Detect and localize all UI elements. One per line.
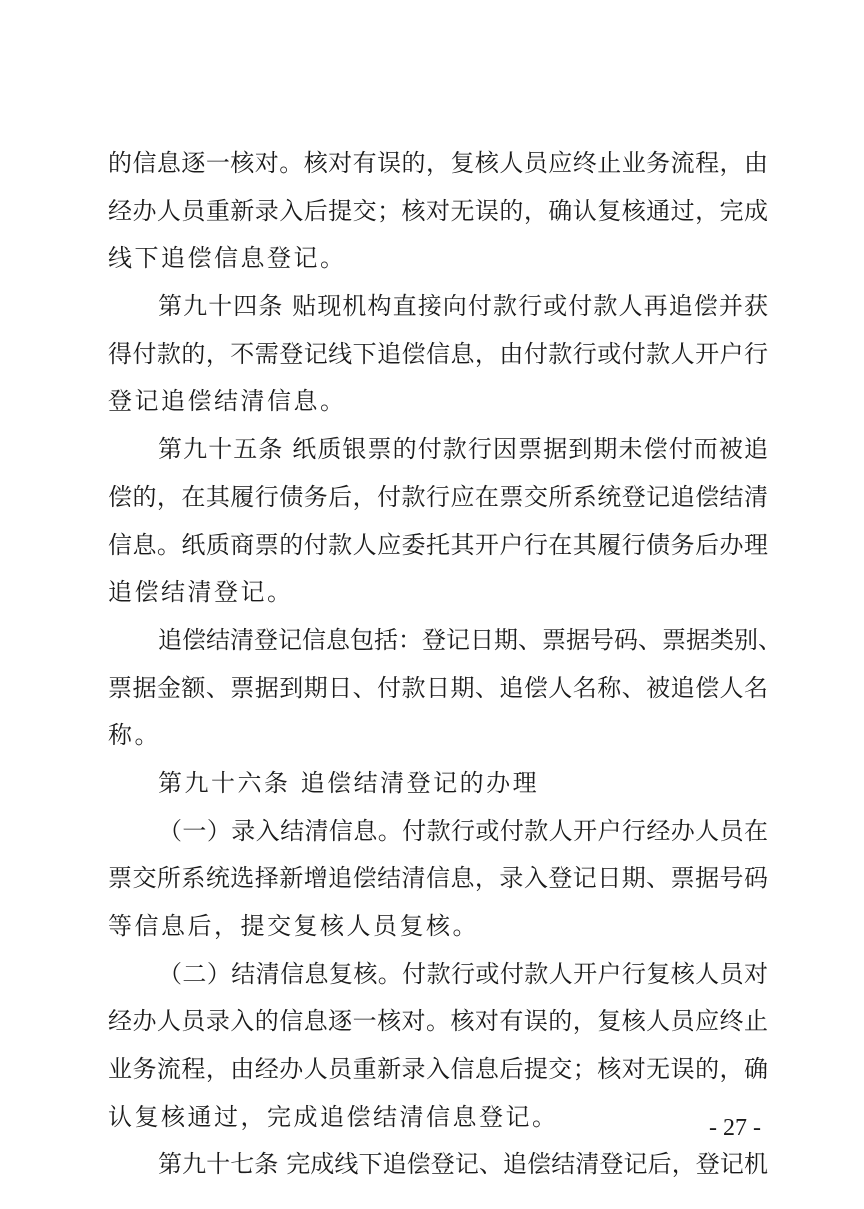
text-line: 票据金额、票据到期日、付款日期、追偿人名称、被追偿人名 — [108, 673, 768, 702]
article-97-heading-line: 第九十七条 完成线下追偿登记、追偿结清登记后，登记机 — [158, 1150, 768, 1179]
text-line: 追偿结清登记。 — [108, 578, 294, 607]
text-line: 的信息逐一核对。核对有误的，复核人员应终止业务流程，由 — [108, 149, 768, 177]
text-line: 登记追偿结清信息。 — [108, 387, 347, 416]
text-line: 经办人员重新录入后提交；核对无误的，确认复核通过，完成 — [108, 196, 768, 225]
article-94-heading-line: 第九十四条 贴现机构直接向付款行或付款人再追偿并获 — [158, 292, 768, 321]
text-line: 追偿结清登记信息包括：登记日期、票据号码、票据类别、 — [158, 625, 782, 654]
text-line: 称。 — [108, 721, 161, 750]
document-body — [108, 140, 782, 1189]
text-line: 业务流程，由经办人员重新录入信息后提交；核对无误的，确 — [108, 1055, 768, 1084]
article-95-heading-line: 第九十五条 纸质银票的付款行因票据到期未偿付而被追 — [158, 435, 768, 464]
text-line: 票交所系统选择新增追偿结清信息，录入登记日期、票据号码 — [108, 864, 768, 893]
text-line: 得付款的，不需登记线下追偿信息，由付款行或付款人开户行 — [108, 339, 768, 368]
text-line: 信息。纸质商票的付款人应委托其开户行在其履行债务后办理 — [108, 530, 768, 559]
text-line: 经办人员录入的信息逐一核对。核对有误的，复核人员应终止 — [108, 1007, 768, 1036]
page-number: - 27 - — [709, 1115, 761, 1141]
text-line: 等信息后，提交复核人员复核。 — [108, 912, 479, 940]
text-line: 线下追偿信息登记。 — [108, 244, 347, 273]
clause-1-heading-line: （一）录入结清信息。付款行或付款人开户行经办人员在 — [158, 816, 768, 845]
article-96-heading: 第九十六条 追偿结清登记的办理 — [158, 768, 540, 797]
text-line: 偿的，在其履行债务后，付款行应在票交所系统登记追偿结清 — [108, 482, 768, 511]
clause-2-heading-line: （二）结清信息复核。付款行或付款人开户行复核人员对 — [158, 959, 768, 988]
text-line: 认复核通过，完成追偿结清信息登记。 — [108, 1102, 559, 1131]
